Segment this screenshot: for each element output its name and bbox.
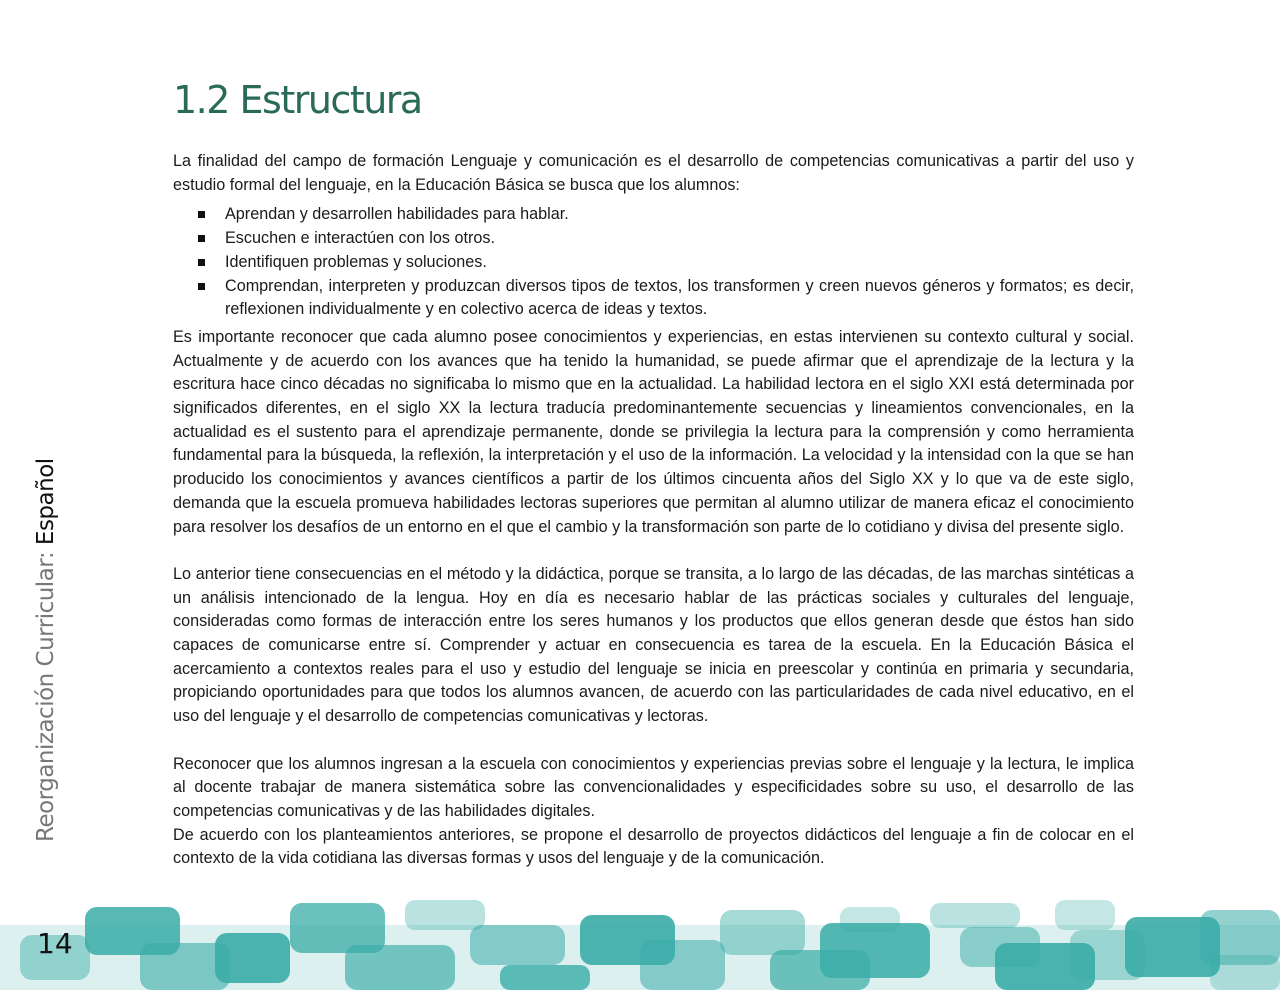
square-bullet-icon bbox=[198, 235, 205, 242]
square-bullet-icon bbox=[198, 211, 205, 218]
body-paragraph: Es importante reconocer que cada alumno posee conocimientos y experiencias, en estas intervienen su contexto cultural y social. Actualmente y de acuerdo con los avances que ha tenido la humanidad, se puede afirmar que el aprendizaje de la lectura y la escritura hace cinco décadas no significaba lo mismo que en la actualidad. La habilidad lectora en el siglo XXI está determinada por significados diferentes, en el siglo XX la lectura traducía predominantemente secuencias y lineamientos convencionales, en la actualidad es el sustento para el aprendizaje permanente, donde se privilegia la lectura para la comprensión y como herramienta fundamental para la búsqueda, la reflexión, la interpretación y el uso de la información. La velocidad y la intensidad con la que se han producido los conocimientos y avances científicos a partir de los últimos cincuenta años del Siglo XX y lo que va de este siglo, demanda que la escuela promueva habilidades lectoras superiores que permitan al alumno utilizar de manera eficaz el conocimiento para resolver los desafíos de un entorno en el que el cambio y la transformación son parte de lo cotidiano y divisa del presente siglo. bbox=[173, 327, 1134, 536]
list-item bbox=[225, 227, 1134, 251]
list-item bbox=[225, 251, 1134, 275]
list-item bbox=[225, 203, 1134, 227]
subject-label: Español bbox=[33, 458, 59, 546]
list-item-text: Identifiquen problemas y soluciones. bbox=[225, 252, 487, 271]
body-paragraph: Lo anterior tiene consecuencias en el método y la didáctica, porque se transita, a lo largo de las décadas, de las marchas sintéticas a un análisis intencionado de la lengua. Hoy en día es necesario hablar de las prácticas sociales y culturales del lenguaje, consideradas como formas de interacción entre los seres humanos y los productos que ellos generan desde que éstos han sido capaces de comunicarse entre sí. Comprender y actuar en consecuencia es tarea de la escuela. En la Educación Básica el acercamiento a contextos reales para el uso y estudio del lenguaje se inicia en preescolar y continúa en primaria y secundaria, propiciando oportunidades para que todos los alumnos avancen, de acuerdo con las particularidades de cada nivel educativo, en el uso del lenguaje y el desarrollo de competencias comunicativas y lectoras. bbox=[173, 564, 1134, 726]
square-bullet-icon bbox=[198, 259, 205, 266]
list-item-text: Aprendan y desarrollen habilidades para hablar. bbox=[225, 205, 569, 224]
list-item-text: Comprendan, interpreten y produzcan diversos tipos de textos, los transformen y creen nuevos géneros y formatos; es decir, reflexionen individualmente y en colectivo acerca de ideas y textos. bbox=[225, 276, 1134, 319]
curriculum-label: Reorganización Curricular: bbox=[33, 545, 59, 842]
list-item bbox=[225, 275, 1134, 322]
paragraph-spacer bbox=[173, 729, 1134, 753]
square-bullet-icon bbox=[198, 283, 205, 290]
decorative-tiles-banner bbox=[0, 895, 1280, 990]
body-paragraph: Reconocer que los alumnos ingresan a la escuela con conocimientos y experiencias previas sobre el lenguaje y la lectura, le implica al docente trabajar de manera sistemática sobre las convencionalidades y especificidades sobre su uso, el desarrollo de las competencias comunicativas y de las habilidades digitales. bbox=[173, 754, 1134, 820]
intro-paragraph: La finalidad del campo de formación Lenguaje y comunicación es el desarrollo de competencias comunicativas a partir del uso y estudio formal del lenguaje, en la Educación Básica se busca que los alumnos: bbox=[173, 152, 1134, 194]
page-number: 14 bbox=[37, 927, 73, 960]
vertical-section-label bbox=[33, 458, 59, 842]
list-item-text: Escuchen e interactúen con los otros. bbox=[225, 229, 495, 248]
body-text bbox=[173, 150, 1134, 871]
paragraph-spacer bbox=[173, 539, 1134, 563]
objectives-list bbox=[173, 203, 1134, 322]
section-heading: 1.2 Estructura bbox=[173, 78, 422, 122]
body-paragraph: De acuerdo con los planteamientos anteriores, se propone el desarrollo de proyectos didácticos del lenguaje a fin de colocar en el contexto de la vida cotidiana las diversas formas y usos del lenguaje y de la comunicación. bbox=[173, 825, 1134, 868]
